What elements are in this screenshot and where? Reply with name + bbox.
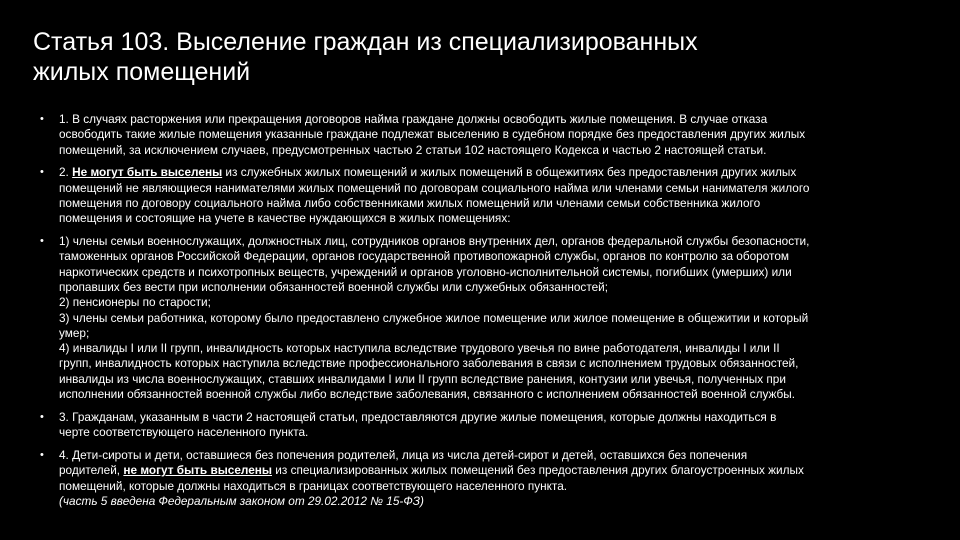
paragraph-2 (40, 165, 952, 226)
paragraph-3-line: инвалиды из числа военнослужащих, ставших инвалидами I или II групп вследствие ранения, контузии или увечья, полученных при (59, 371, 786, 386)
paragraph-3-line: умер; (59, 325, 90, 340)
paragraph-1 (40, 112, 952, 158)
paragraph-1-line: помещений, за исключением случаев, предусмотренных частью 2 статьи 102 настоящего Кодекса и частью 2 настоящей статьи. (59, 142, 767, 157)
paragraph-3-line: групп, инвалидность которых наступила вследствие профессионального заболевания в связи с исполнением трудовых обязанностей, (59, 356, 799, 371)
paragraph-3-line: 3) члены семьи работника, которому было предоставлено служебное жилое помещение или жилое помещение в общежитии и который (59, 310, 809, 325)
emphasis-not-evicted: Не могут быть выселены (72, 165, 223, 180)
bullet: • (40, 166, 44, 179)
paragraph-3-line: пропавших без вести при исполнении обязанностей военной службы или служебных обязанностей; (59, 279, 609, 294)
bullet: • (40, 235, 44, 248)
paragraph-3-line: 1) члены семьи военнослужащих, должностных лиц, сотрудников органов внутренних дел, органов федеральной службы безопасности, (59, 234, 810, 249)
paragraph-5-line (59, 463, 952, 478)
paragraph-5-prefix: родителей, (59, 463, 124, 478)
paragraph-3-line: наркотических средств и психотропных веществ, учреждений и органов уголовно-исполнительной системы, погибших (умерших) или (59, 264, 792, 279)
bullet: • (40, 448, 44, 461)
bullet: • (40, 410, 44, 423)
paragraph-1-line: освободить такие жилые помещения указанные граждане подлежат выселению в судебном порядке без предоставления других жилых (59, 127, 806, 142)
title-line-2: жилых помещений (33, 58, 251, 86)
paragraph-2-prefix: 2. (59, 165, 73, 180)
slide-title (33, 27, 913, 87)
bullet: • (40, 113, 44, 125)
paragraph-5-line: 4. Дети-сироты и дети, оставшиеся без попечения родителей, лица из числа детей-сирот и детей, оставшихся без попечения (59, 447, 748, 462)
paragraph-3 (40, 234, 952, 402)
paragraph-5-line: помещений, которые должны находиться в границах соответствующего населенного пункта. (59, 478, 568, 493)
paragraph-4-line: черте соответствующего населенного пункта. (59, 425, 309, 440)
paragraph-2-line: помещения по договору социального найма либо собственниками жилых помещений или членами семьи собственника жилого (59, 195, 761, 210)
paragraph-2-line: помещения и состоящие на учете в качестве нуждающихся в жилых помещениях: (59, 211, 511, 226)
paragraph-2-rest: из служебных жилых помещений и жилых помещений в общежитиях без предоставления других жилых (222, 165, 797, 180)
paragraph-3-line: 4) инвалиды I или II групп, инвалидность которых наступила вследствие трудового увечья по вине работодателя, инвалиды I или II (59, 341, 780, 356)
paragraph-3-line: таможенных органов Российской Федерации, органов государственной противопожарной службы, органов по контролю за оборотом (59, 249, 789, 264)
paragraph-3-line: 2) пенсионеры по старости; (59, 295, 211, 310)
title-line-1: Статья 103. Выселение граждан из специализированных (33, 28, 698, 56)
paragraph-5-rest: из специализированных жилых помещений без предоставления других благоустроенных жилых (272, 463, 804, 478)
emphasis-not-evicted: не могут быть выселены (123, 463, 273, 478)
amendment-note: (часть 5 введена Федеральным законом от 29.02.2012 № 15-ФЗ) (59, 493, 424, 508)
paragraph-1-line: 1. В случаях расторжения или прекращения договоров найма граждане должны освободить жилые помещения. В случае отказа (59, 112, 768, 126)
paragraph-4 (40, 410, 952, 441)
paragraph-5 (40, 448, 952, 509)
paragraph-3-line: исполнении обязанностей военной службы либо вследствие заболевания, связанного с исполнением обязанностей военной службы. (59, 387, 796, 402)
paragraph-4-line: 3. Гражданам, указанным в части 2 настоящей статьи, предоставляются другие жилые помещения, которые должны находиться в (59, 409, 777, 424)
article-content (40, 112, 952, 517)
paragraph-2-line (59, 165, 952, 180)
paragraph-2-line: помещений не являющиеся нанимателями жилых помещений по договорам социального найма или членами семьи нанимателя жилого (59, 180, 810, 195)
